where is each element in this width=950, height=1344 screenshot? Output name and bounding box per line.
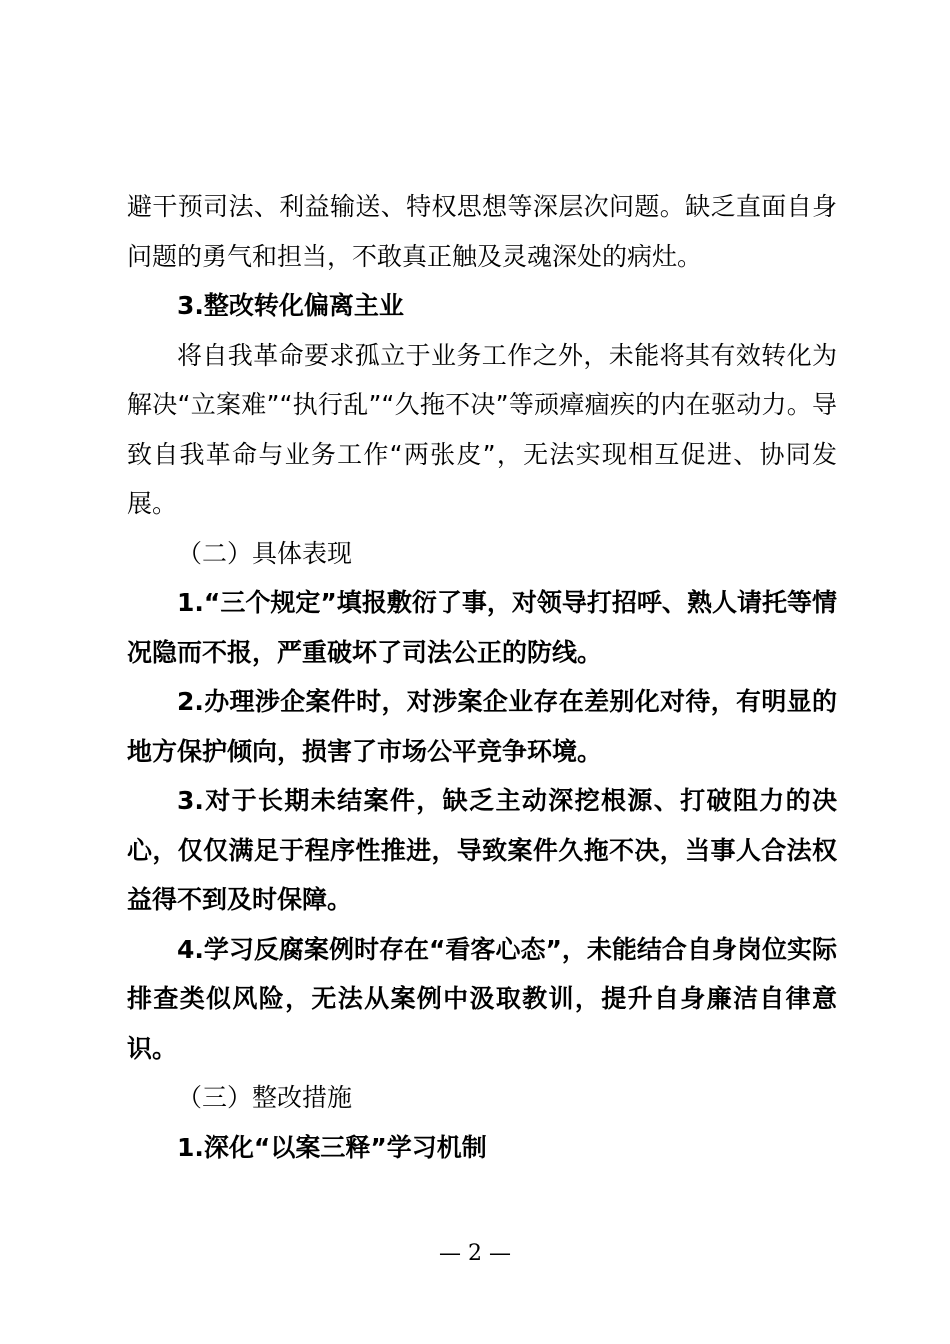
document-body	[127, 182, 837, 1172]
subheading-3: 3.整改转化偏离主业	[177, 291, 404, 320]
subheading-measure-1: 1.深化“以案三释”学习机制	[177, 1132, 487, 1162]
page-number: — 2 —	[439, 1241, 511, 1266]
paragraph-body: 将自我革命要求孤立于业务工作之外，未能将其有效转化为解决“立案难”“执行乱”“久拖不决”等顽瘴痼疾的内在驱动力。导致自我革命与业务工作“两张皮”，无法实现相互促进、协同发展。	[127, 340, 837, 518]
list-item-1: 1.“三个规定”填报敷衍了事，对领导打招呼、熟人请托等情况隐而不报，严重破坏了司法公正的防线。	[127, 588, 837, 667]
section-heading-specific-manifestations: （二）具体表现	[177, 538, 353, 568]
paragraph-continuation: 避干预司法、利益输送、特权思想等深层次问题。缺乏直面自身问题的勇气和担当，不敢真正触及灵魂深处的病灶。	[127, 192, 837, 271]
list-item-3: 3.对于长期未结案件，缺乏主动深挖根源、打破阻力的决心，仅仅满足于程序性推进，导致案件久拖不决，当事人合法权益得不到及时保障。	[127, 786, 837, 914]
section-heading-rectification-measures: （三）整改措施	[177, 1083, 353, 1112]
list-item-2: 2.办理涉企案件时，对涉案企业存在差别化对待，有明显的地方保护倾向，损害了市场公平竞争环境。	[127, 687, 837, 766]
list-item-4: 4.学习反腐案例时存在“看客心态”，未能结合自身岗位实际排查类似风险，无法从案例中汲取教训，提升自身廉洁自律意识。	[127, 934, 837, 1063]
